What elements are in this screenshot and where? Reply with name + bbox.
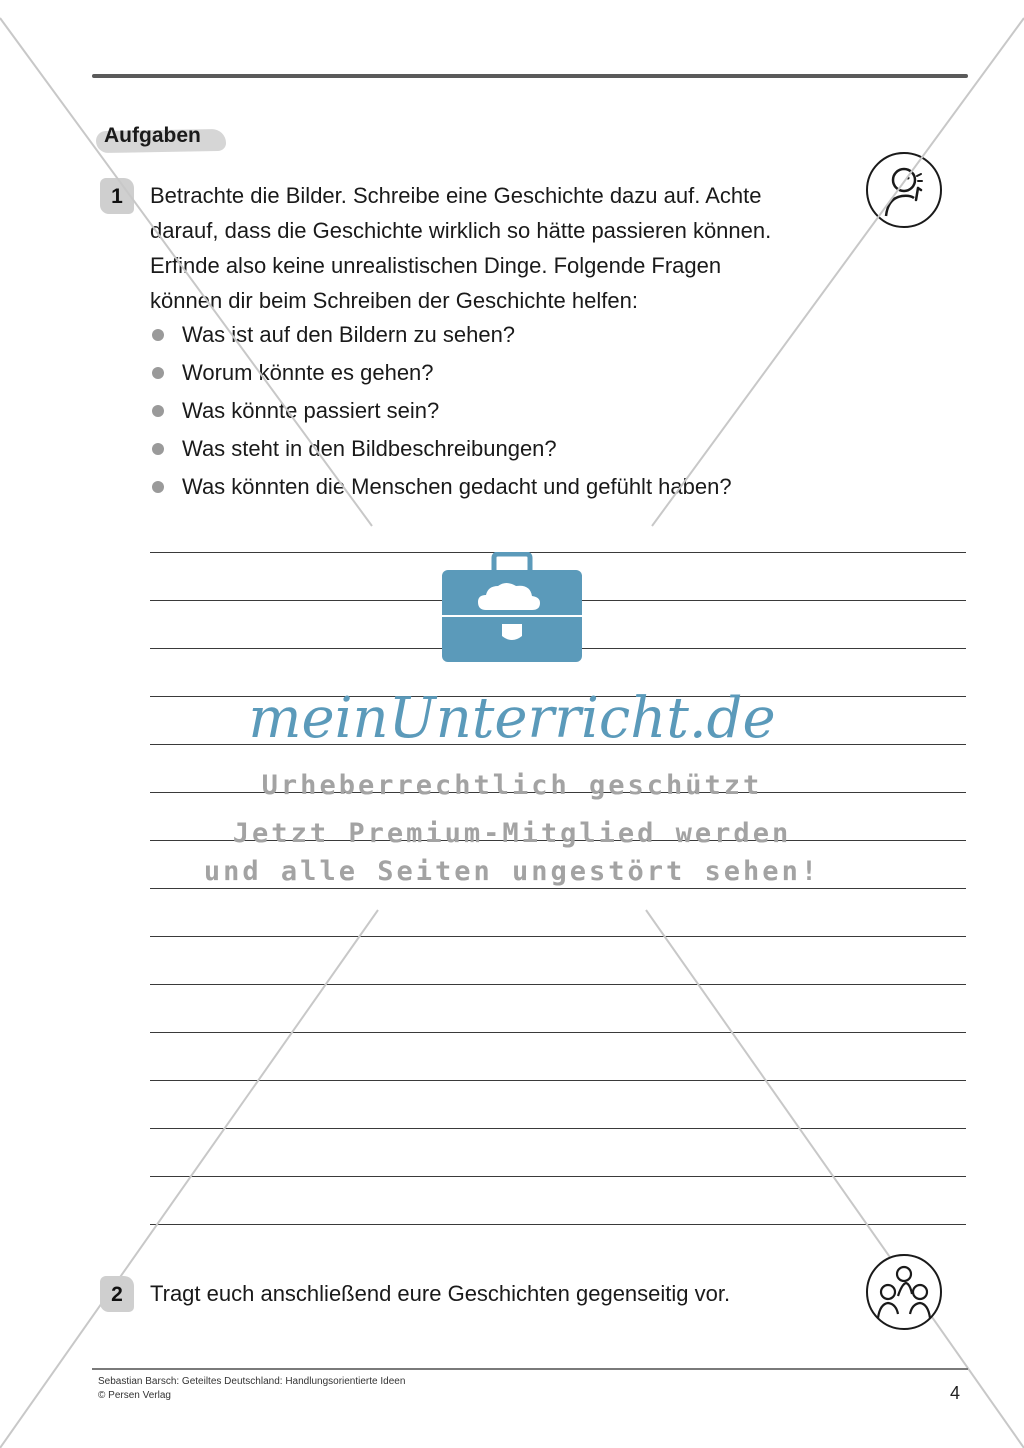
task-1-line: Betrachte die Bilder. Schreibe eine Geschichte dazu auf. Achte [150,183,762,208]
question-text: Was ist auf den Bildern zu sehen? [182,322,516,347]
task-1-line: Erfinde also keine unrealistischen Dinge. Folgende Fragen [150,253,722,278]
task-1-line: darauf, dass die Geschichte wirklich so hätte passieren können. [150,218,772,243]
task-number-badge: 1 [100,178,134,214]
task-2-text: Tragt euch anschließend eure Geschichten gegenseitig vor. [150,1281,731,1306]
writing-line [150,936,966,937]
question-text: Was könnten die Menschen gedacht und gefühlt haben? [182,474,732,499]
bullet-dot-icon [152,481,164,493]
task-number-badge: 2 [100,1276,134,1312]
bullet-dot-icon [152,367,164,379]
writing-line [150,1128,966,1129]
question-text: Worum könnte es gehen? [182,360,434,385]
task-1-line: können dir beim Schreiben der Geschichte helfen: [150,288,638,313]
speaking-person-icon [866,152,942,228]
list-item [150,392,732,430]
footer-source: Sebastian Barsch: Geteiltes Deutschland: Handlungsorientierte Ideen [98,1376,406,1387]
writing-line [150,888,966,889]
task-1-text [150,178,850,318]
footer-publisher: © Persen Verlag [98,1390,171,1401]
list-item [150,316,732,354]
group-talking-icon [866,1254,942,1330]
list-item [150,354,732,392]
question-text: Was steht in den Bildbeschreibungen? [182,436,557,461]
watermark-premium-line: und alle Seiten ungestört sehen! [203,856,821,887]
writing-line [150,1224,966,1225]
question-list [150,316,732,506]
list-item [150,430,732,468]
writing-line [150,1032,966,1033]
watermark-copyright: Urheberrechtlich geschützt [261,770,763,801]
writing-line [150,1080,966,1081]
writing-line [150,984,966,985]
question-text: Was könnte passiert sein? [182,398,440,423]
bullet-dot-icon [152,329,164,341]
watermark-brand: meinUnterricht.de [248,686,776,751]
watermark-premium-line: Jetzt Premium-Mitglied werden [232,818,792,849]
bullet-dot-icon [152,443,164,455]
list-item [150,468,732,506]
page-number: 4 [950,1383,961,1403]
bullet-dot-icon [152,405,164,417]
writing-line [150,1176,966,1177]
bottom-rule [92,1368,968,1370]
top-rule [92,74,968,78]
section-heading: Aufgaben [104,124,201,147]
briefcase-cloud-icon [440,552,584,664]
